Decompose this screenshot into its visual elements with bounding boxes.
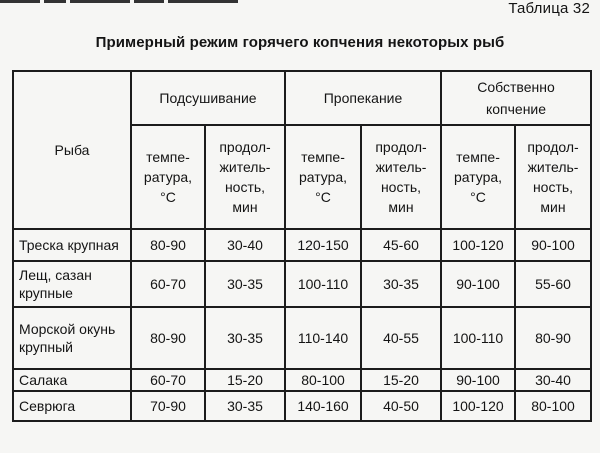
table-cell: 15-20 bbox=[205, 369, 285, 391]
fish-name: Севрюга bbox=[13, 391, 131, 421]
table-cell: 80-100 bbox=[285, 369, 361, 391]
table-cell: 90-100 bbox=[441, 369, 515, 391]
table-cell: 100-120 bbox=[441, 391, 515, 421]
table-cell: 110-140 bbox=[285, 307, 361, 369]
table-cell: 30-35 bbox=[205, 391, 285, 421]
table-row bbox=[13, 369, 591, 391]
header-row-stages bbox=[13, 71, 591, 125]
table-cell: 60-70 bbox=[131, 369, 205, 391]
table-cell: 100-120 bbox=[441, 229, 515, 261]
column-header-temperature: темпе-ратура, °С bbox=[131, 125, 205, 229]
table-cell: 70-90 bbox=[131, 391, 205, 421]
table-cell: 80-100 bbox=[515, 391, 591, 421]
table-cell: 90-100 bbox=[515, 229, 591, 261]
table-row bbox=[13, 261, 591, 307]
fish-name: Салака bbox=[13, 369, 131, 391]
column-header-fish: Рыба bbox=[13, 71, 131, 229]
table-cell: 100-110 bbox=[441, 307, 515, 369]
table-cell: 80-90 bbox=[515, 307, 591, 369]
table-cell: 90-100 bbox=[441, 261, 515, 307]
table-cell: 80-90 bbox=[131, 307, 205, 369]
column-header-duration: продол-житель-ность, мин bbox=[361, 125, 441, 229]
table-cell: 55-60 bbox=[515, 261, 591, 307]
fish-name: Лещ, сазан крупные bbox=[13, 261, 131, 307]
smoking-mode-table bbox=[12, 70, 592, 422]
table-cell: 30-35 bbox=[205, 307, 285, 369]
table-cell: 60-70 bbox=[131, 261, 205, 307]
column-header-duration: продол-житель-ность, мин bbox=[205, 125, 285, 229]
table-cell: 80-90 bbox=[131, 229, 205, 261]
table-cell: 30-35 bbox=[361, 261, 441, 307]
table-cell: 45-60 bbox=[361, 229, 441, 261]
fish-name: Треска крупная bbox=[13, 229, 131, 261]
column-header-duration: продол-житель-ность, мин bbox=[515, 125, 591, 229]
cropped-text-fragment bbox=[0, 0, 260, 4]
table-title: Примерный режим горячего копчения некоторых рыб bbox=[95, 34, 505, 51]
table-row bbox=[13, 229, 591, 261]
table-cell: 120-150 bbox=[285, 229, 361, 261]
table-cell: 15-20 bbox=[361, 369, 441, 391]
fish-name: Морской окунь крупный bbox=[13, 307, 131, 369]
column-header-temperature: темпе-ратура, °С bbox=[441, 125, 515, 229]
table-cell: 40-50 bbox=[361, 391, 441, 421]
table-row bbox=[13, 391, 591, 421]
table-row bbox=[13, 307, 591, 369]
table-cell: 30-40 bbox=[515, 369, 591, 391]
table-cell: 30-40 bbox=[205, 229, 285, 261]
table-cell: 140-160 bbox=[285, 391, 361, 421]
table-cell: 30-35 bbox=[205, 261, 285, 307]
column-header-baking: Пропекание bbox=[285, 71, 441, 125]
column-header-temperature: темпе-ратура, °С bbox=[285, 125, 361, 229]
table-number: Таблица 32 bbox=[508, 0, 590, 17]
table-cell: 40-55 bbox=[361, 307, 441, 369]
column-header-drying: Подсушивание bbox=[131, 71, 285, 125]
table-cell: 100-110 bbox=[285, 261, 361, 307]
column-header-smoking: Собственно копчение bbox=[441, 71, 591, 125]
